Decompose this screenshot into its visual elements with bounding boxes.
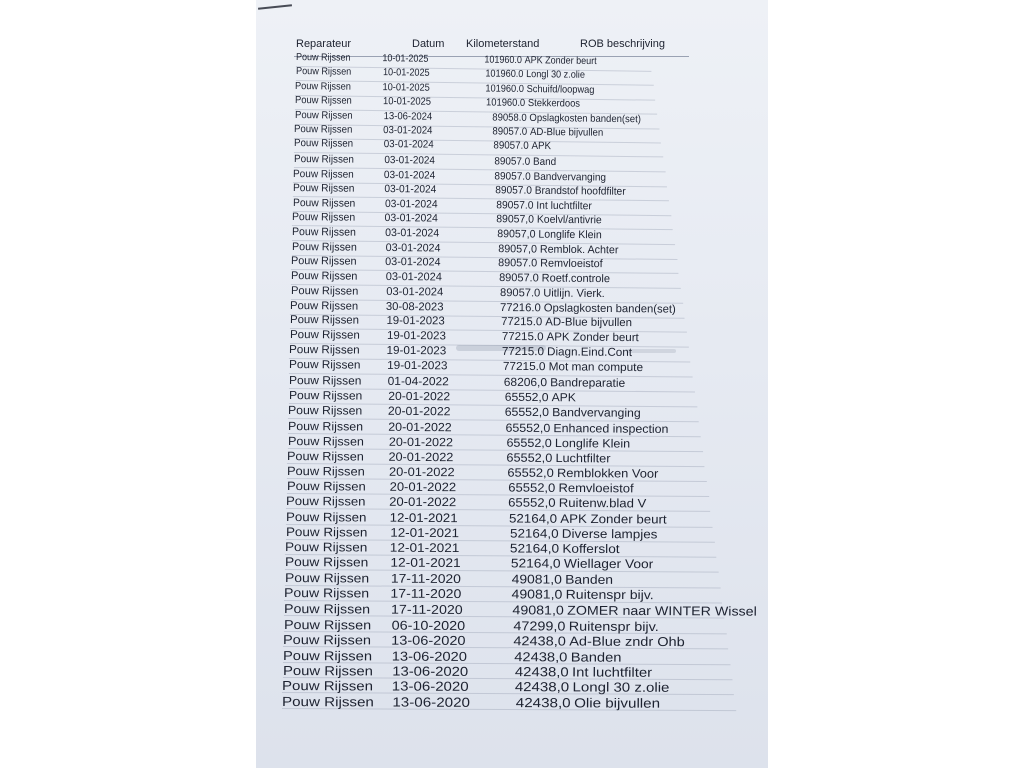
cell-kilometerstand: 101960.0 <box>485 83 525 95</box>
cell-rob-beschrijving: APK Zonder beurt <box>546 331 639 345</box>
cell-reparateur: Pouw Rijssen <box>290 314 360 328</box>
cell-datum: 12-01-2021 <box>389 510 458 525</box>
cell-reparateur: Pouw Rijssen <box>289 359 361 372</box>
cell-kilometerstand: 77215.0 <box>502 345 545 359</box>
cell-datum: 19-01-2023 <box>386 344 447 358</box>
cell-datum: 10-01-2025 <box>382 53 429 65</box>
cell-kilometerstand: 42438,0 <box>515 679 570 695</box>
cell-datum: 13-06-2020 <box>391 663 468 679</box>
cell-datum: 20-01-2022 <box>388 449 454 465</box>
cell-datum: 20-01-2022 <box>388 419 452 435</box>
cell-rob-beschrijving: Remvloeistof <box>540 257 604 271</box>
cell-datum: 19-01-2023 <box>386 330 446 343</box>
table-row <box>285 555 719 573</box>
header-reparateur: Reparateur <box>296 38 352 50</box>
cell-reparateur: Pouw Rijssen <box>289 329 360 342</box>
cell-kilometerstand: 89057.0 <box>495 198 534 212</box>
cell-rob-beschrijving: Uitlijn. Vierk. <box>542 287 605 300</box>
cell-rob-beschrijving: Ruitenspr bijv. <box>568 618 659 634</box>
cell-datum: 03-01-2024 <box>386 285 444 299</box>
cell-reparateur: Pouw Rijssen <box>282 678 374 694</box>
cell-kilometerstand: 49081,0 <box>511 587 563 602</box>
cell-datum: 17-11-2020 <box>390 601 463 618</box>
cell-reparateur: Pouw Rijssen <box>282 662 373 679</box>
cell-rob-beschrijving: AD-Blue bijvullen <box>545 316 633 330</box>
cell-kilometerstand: 42438,0 <box>514 648 568 664</box>
cell-reparateur: Pouw Rijssen <box>291 255 358 268</box>
cell-rob-beschrijving: Bandvervanging <box>533 170 607 184</box>
cell-reparateur: Pouw Rijssen <box>288 388 362 403</box>
cell-kilometerstand: 65552,0 <box>507 480 555 496</box>
header-kilometerstand: Kilometerstand <box>466 38 540 50</box>
cell-kilometerstand: 89057.0 <box>493 140 529 153</box>
cell-kilometerstand: 89057.0 <box>499 286 541 300</box>
cell-datum: 19-01-2023 <box>386 315 445 328</box>
cell-datum: 13-06-2020 <box>391 632 466 649</box>
cell-rob-beschrijving: Longlife Klein <box>538 228 602 242</box>
cell-rob-beschrijving: Longl 30 z.olie <box>572 679 670 696</box>
cell-rob-beschrijving: Longlife Klein <box>554 436 630 451</box>
cell-datum: 03-01-2024 <box>385 241 441 255</box>
cell-rob-beschrijving: Schuifd/loopwag <box>526 83 595 96</box>
cell-kilometerstand: 42438,0 <box>515 695 571 711</box>
cell-reparateur: Pouw Rijssen <box>287 433 364 449</box>
cell-kilometerstand: 89058.0 <box>491 111 527 124</box>
cell-rob-beschrijving: Banden <box>570 648 622 665</box>
header-rob-beschrijving: ROB beschrijving <box>580 38 665 50</box>
cell-datum: 03-01-2024 <box>385 256 442 269</box>
cell-datum: 17-11-2020 <box>390 586 462 601</box>
cell-kilometerstand: 52164,0 <box>509 526 559 541</box>
table-row <box>283 601 757 619</box>
cell-reparateur: Pouw Rijssen <box>295 80 352 93</box>
cell-rob-beschrijving: Remblok. Achter <box>539 243 619 256</box>
cell-reparateur: Pouw Rijssen <box>295 52 351 64</box>
cell-reparateur: Pouw Rijssen <box>294 109 353 122</box>
cell-rob-beschrijving: Banden <box>564 572 613 587</box>
cell-kilometerstand: 65552,0 <box>504 390 549 405</box>
cell-reparateur: Pouw Rijssen <box>281 694 374 710</box>
cell-reparateur: Pouw Rijssen <box>285 509 367 525</box>
cell-reparateur: Pouw Rijssen <box>291 240 357 254</box>
cell-rob-beschrijving: Band <box>532 155 556 169</box>
cell-datum: 03-01-2024 <box>385 270 443 284</box>
cell-rob-beschrijving: APK <box>531 141 552 153</box>
cell-datum: 10-01-2025 <box>382 67 430 80</box>
table-row <box>283 648 731 665</box>
cell-reparateur: Pouw Rijssen <box>286 479 366 494</box>
header-datum: Datum <box>412 38 445 50</box>
document-sheet <box>256 0 768 768</box>
cell-rob-beschrijving: Ad-Blue zndr Ohb <box>569 633 686 650</box>
cell-rob-beschrijving: Enhanced inspection <box>553 421 669 436</box>
cell-rob-beschrijving: Bandvervanging <box>552 406 641 420</box>
cell-kilometerstand: 89057.0 <box>494 155 530 168</box>
cell-kilometerstand: 47299,0 <box>512 617 566 634</box>
cell-datum: 30-08-2023 <box>386 300 445 314</box>
cell-rob-beschrijving: Luchtfilter <box>555 451 611 466</box>
cell-reparateur: Pouw Rijssen <box>290 299 359 313</box>
cell-reparateur: Pouw Rijssen <box>294 95 352 107</box>
cell-kilometerstand: 52164,0 <box>510 541 560 556</box>
cell-datum: 12-01-2021 <box>389 525 459 540</box>
cell-reparateur: Pouw Rijssen <box>283 616 371 633</box>
cell-datum: 01-04-2022 <box>387 374 449 389</box>
cell-datum: 20-01-2022 <box>388 434 453 450</box>
cell-kilometerstand: 65552,0 <box>505 435 552 450</box>
cell-kilometerstand: 89057,0 <box>496 213 535 226</box>
table-row <box>283 632 728 649</box>
cell-rob-beschrijving: Remvloeistof <box>558 481 634 496</box>
cell-rob-beschrijving: Int luchtfilter <box>536 199 592 212</box>
cell-datum: 13-06-2020 <box>392 694 471 710</box>
cell-rob-beschrijving: Opslagkosten banden(set) <box>529 112 641 125</box>
cell-datum: 03-01-2024 <box>384 197 438 211</box>
cell-datum: 20-01-2022 <box>389 479 456 495</box>
cell-rob-beschrijving: Olie bijvullen <box>574 695 661 711</box>
cell-rob-beschrijving: Remblokken Voor <box>556 466 659 481</box>
cell-reparateur: Pouw Rijssen <box>288 403 363 418</box>
cell-rob-beschrijving: Bandreparatie <box>549 376 626 390</box>
cell-rob-beschrijving: Longl 30 z.olie <box>525 69 585 82</box>
cell-rob-beschrijving: Mot man compute <box>548 361 644 375</box>
cell-kilometerstand: 65552,0 <box>506 450 553 466</box>
cell-kilometerstand: 101960.0 <box>484 54 522 67</box>
cell-kilometerstand: 65552,0 <box>505 420 551 435</box>
cell-kilometerstand: 89057.0 <box>498 257 538 270</box>
cell-kilometerstand: 52164,0 <box>508 511 558 526</box>
cell-reparateur: Pouw Rijssen <box>293 182 355 195</box>
cell-rob-beschrijving: ZOMER naar WINTER Wissel <box>567 602 757 619</box>
cell-kilometerstand: 77216.0 <box>500 301 542 314</box>
cell-datum: 03-01-2024 <box>383 139 434 152</box>
cell-reparateur: Pouw Rijssen <box>293 152 354 166</box>
cell-kilometerstand: 89057.0 <box>495 184 533 197</box>
cell-kilometerstand: 49081,0 <box>511 571 562 587</box>
cell-datum: 03-01-2024 <box>384 154 435 167</box>
table-row <box>282 694 736 711</box>
cell-reparateur: Pouw Rijssen <box>284 555 369 570</box>
cell-datum: 13-06-2020 <box>392 678 469 695</box>
cell-kilometerstand: 77215.0 <box>502 360 546 374</box>
cell-reparateur: Pouw Rijssen <box>289 344 361 357</box>
cell-reparateur: Pouw Rijssen <box>287 449 365 464</box>
cell-reparateur: Pouw Rijssen <box>284 585 370 601</box>
cell-kilometerstand: 77215.0 <box>501 331 544 344</box>
cell-datum: 13-06-2020 <box>391 648 467 664</box>
cell-datum: 12-01-2021 <box>390 555 461 571</box>
cell-datum: 20-01-2022 <box>387 389 450 404</box>
cell-kilometerstand: 101960.0 <box>486 97 526 110</box>
cell-reparateur: Pouw Rijssen <box>293 138 354 151</box>
cell-rob-beschrijving: Roetf.controle <box>541 272 611 286</box>
cell-rob-beschrijving: Diagn.Eind.Cont <box>547 346 633 360</box>
cell-datum: 19-01-2023 <box>387 359 448 373</box>
cell-rob-beschrijving: Ruitenspr bijv. <box>565 587 655 603</box>
cell-rob-beschrijving: AD-Blue bijvullen <box>530 126 604 139</box>
cell-kilometerstand: 89057,0 <box>497 228 536 241</box>
cell-reparateur: Pouw Rijssen <box>283 601 371 617</box>
cell-rob-beschrijving: APK Zonder beurt <box>560 511 667 527</box>
cell-kilometerstand: 65552,0 <box>507 465 554 481</box>
cell-kilometerstand: 77215.0 <box>501 316 543 329</box>
cell-datum: 10-01-2025 <box>382 81 431 94</box>
cell-reparateur: Pouw Rijssen <box>283 632 372 648</box>
cell-reparateur: Pouw Rijssen <box>285 540 368 555</box>
cell-reparateur: Pouw Rijssen <box>291 270 358 283</box>
cell-kilometerstand: 42438,0 <box>514 664 569 680</box>
cell-rob-beschrijving: Diverse lampjes <box>561 526 658 542</box>
cell-reparateur: Pouw Rijssen <box>290 284 359 298</box>
cell-kilometerstand: 89057.0 <box>494 169 532 183</box>
cell-reparateur: Pouw Rijssen <box>292 211 356 224</box>
cell-rob-beschrijving: APK Zonder beurt <box>524 55 597 68</box>
cell-datum: 10-01-2025 <box>383 96 432 108</box>
cell-datum: 13-06-2024 <box>383 110 432 123</box>
cell-datum: 03-01-2024 <box>385 226 440 240</box>
cell-datum: 03-01-2024 <box>384 183 437 196</box>
cell-kilometerstand: 68206,0 <box>503 375 547 390</box>
cell-reparateur: Pouw Rijssen <box>288 373 362 388</box>
cell-datum: 20-01-2022 <box>387 404 451 419</box>
cell-kilometerstand: 65552,0 <box>508 495 556 511</box>
cell-reparateur: Pouw Rijssen <box>286 494 366 509</box>
cell-reparateur: Pouw Rijssen <box>293 167 355 181</box>
cell-kilometerstand: 101960.0 <box>484 68 524 81</box>
cell-kilometerstand: 89057.0 <box>499 272 539 285</box>
cell-rob-beschrijving: Wiellager Voor <box>563 556 654 572</box>
cell-datum: 17-11-2020 <box>390 571 461 586</box>
cell-rob-beschrijving: Brandstof hoofdfilter <box>534 184 626 198</box>
cell-reparateur: Pouw Rijssen <box>286 464 365 479</box>
cell-rob-beschrijving: Opslagkosten banden(set) <box>544 301 677 316</box>
cell-rob-beschrijving: Kofferslot <box>562 541 620 557</box>
cell-reparateur: Pouw Rijssen <box>294 123 353 136</box>
cell-kilometerstand: 49081,0 <box>512 602 564 618</box>
cell-rob-beschrijving: APK <box>551 391 576 405</box>
cell-datum: 03-01-2024 <box>383 125 433 137</box>
cell-rob-beschrijving: Ruitenw.blad V <box>558 496 647 511</box>
cell-datum: 12-01-2021 <box>390 540 460 556</box>
cell-reparateur: Pouw Rijssen <box>295 66 351 79</box>
cell-datum: 20-01-2022 <box>389 495 457 510</box>
cell-rob-beschrijving: Int luchtfilter <box>571 664 652 680</box>
cell-reparateur: Pouw Rijssen <box>292 225 357 239</box>
cell-kilometerstand: 42438,0 <box>513 633 567 649</box>
cell-reparateur: Pouw Rijssen <box>284 570 369 586</box>
cell-kilometerstand: 65552,0 <box>504 405 550 420</box>
cell-datum: 03-01-2024 <box>384 168 436 182</box>
cell-kilometerstand: 89057,0 <box>497 242 537 256</box>
cell-kilometerstand: 52164,0 <box>510 556 561 571</box>
cell-datum: 20-01-2022 <box>388 464 455 480</box>
cell-datum: 06-10-2020 <box>391 617 465 633</box>
cell-rob-beschrijving: Koelvl/antivrie <box>537 213 603 227</box>
table-row <box>282 678 734 695</box>
cell-reparateur: Pouw Rijssen <box>285 524 368 540</box>
cell-rob-beschrijving: Stekkerdoos <box>527 98 581 110</box>
pen-mark <box>258 4 292 10</box>
cell-reparateur: Pouw Rijssen <box>282 647 373 663</box>
cell-reparateur: Pouw Rijssen <box>292 196 356 210</box>
cell-reparateur: Pouw Rijssen <box>287 418 364 434</box>
cell-kilometerstand: 89057.0 <box>492 126 528 138</box>
cell-datum: 03-01-2024 <box>384 212 439 225</box>
